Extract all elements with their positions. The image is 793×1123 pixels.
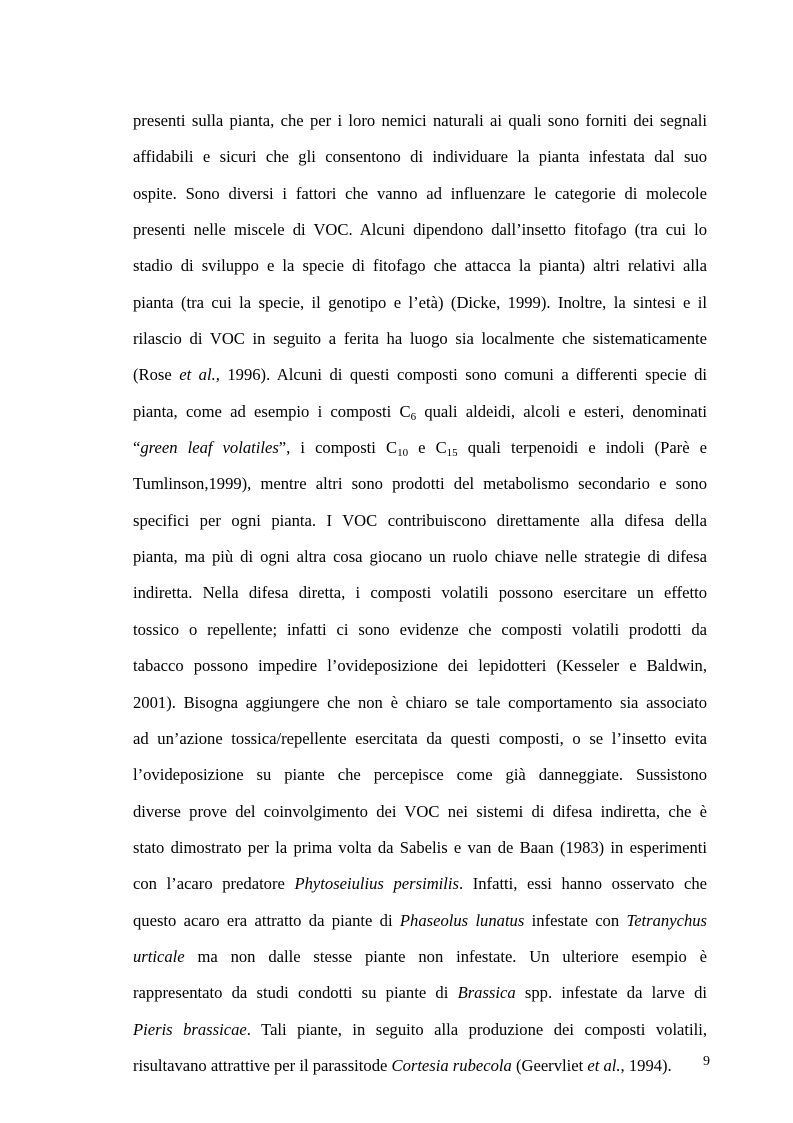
text-line — [133, 255, 707, 276]
text-segment: (Rose — [133, 365, 180, 385]
text-segment: ospite. Sono diversi i fattori che vanno ad influenzare le categorie di molecole — [133, 183, 707, 203]
text-segment: . Tali piante, in seguito alla produzione dei composti volatili, — [246, 1019, 708, 1039]
italic-text: et al. — [587, 1055, 621, 1075]
text-line — [133, 910, 707, 931]
italic-text: urticale — [133, 946, 185, 966]
text-segment: infestate con — [524, 910, 627, 930]
text-line — [133, 764, 707, 785]
text-line — [133, 692, 707, 713]
text-segment: ma non dalle stesse piante non infestate. Un ulteriore esempio è — [184, 946, 707, 966]
italic-text: Phaseolus lunatus — [399, 910, 525, 930]
subscript-text: 15 — [446, 447, 458, 460]
body-paragraph — [133, 110, 707, 1091]
text-segment: indiretta. Nella difesa diretta, i composti volatili possono esercitare un effetto — [133, 583, 707, 603]
text-segment: quali aldeidi, alcoli e esteri, denominati — [416, 401, 707, 421]
italic-text: Brassica — [457, 983, 516, 1003]
text-line — [133, 837, 707, 858]
text-line — [133, 401, 707, 422]
text-segment: con l’acaro predatore — [133, 874, 295, 894]
text-segment: “ — [133, 438, 141, 458]
text-line — [133, 1019, 707, 1040]
text-segment: e C — [408, 438, 447, 458]
italic-text: Pieris brassicae — [133, 1019, 247, 1039]
text-segment: pianta, ma più di ogni altra cosa giocano un ruolo chiave nelle strategie di difesa — [133, 547, 707, 567]
text-segment: quali terpenoidi e indoli (Parè e — [457, 438, 708, 458]
text-segment: rilascio di VOC in seguito a ferita ha luogo sia localmente che sistematicamente — [133, 329, 707, 349]
text-line — [133, 437, 707, 458]
text-line — [133, 582, 707, 603]
text-segment: , 1994). — [620, 1055, 672, 1075]
text-segment: rappresentato da studi condotti su piante di — [133, 983, 458, 1003]
text-segment: diverse prove del coinvolgimento dei VOC nei sistemi di difesa indiretta, che è — [133, 801, 707, 821]
text-segment: (Geervliet — [511, 1055, 588, 1075]
page-number: 9 — [703, 1054, 710, 1069]
text-segment: pianta, come ad esempio i composti C — [133, 401, 411, 421]
subscript-text: 6 — [410, 410, 417, 423]
text-line — [133, 801, 707, 822]
text-line — [133, 219, 707, 240]
text-segment: questo acaro era attratto da piante di — [133, 910, 400, 930]
text-segment: tossico o repellente; infatti ci sono evidenze che composti volatili prodotti da — [133, 619, 707, 639]
italic-text: Phytoseiulius persimilis — [294, 874, 459, 894]
text-segment: tabacco possono impedire l’ovideposizione dei lepidotteri (Kesseler e Baldwin, — [133, 656, 707, 676]
italic-text: Cortesia rubecola — [391, 1055, 512, 1075]
text-segment: presenti nelle miscele di VOC. Alcuni dipendono dall’insetto fitofago (tra cui lo — [133, 220, 707, 240]
text-line — [133, 146, 707, 167]
text-line — [133, 1055, 707, 1076]
text-segment: pianta (tra cui la specie, il genotipo e l’età) (Dicke, 1999). Inoltre, la sintesi e il — [133, 292, 707, 312]
text-segment: specifici per ogni pianta. I VOC contribuiscono direttamente alla difesa della — [133, 510, 707, 530]
text-segment: 1996). Alcuni di questi composti sono comuni a differenti specie di — [219, 365, 707, 385]
text-segment: risultavano attrattive per il parassitode — [133, 1055, 392, 1075]
text-line — [133, 546, 707, 567]
text-segment: stadio di sviluppo e la specie di fitofago che attacca la pianta) altri relativi alla — [133, 256, 707, 276]
text-segment: spp. infestate da larve di — [515, 983, 707, 1003]
text-line — [133, 473, 707, 494]
text-line — [133, 364, 707, 385]
text-line — [133, 328, 707, 349]
text-segment: affidabili e sicuri che gli consentono di individuare la pianta infestata dal suo — [133, 147, 707, 167]
text-line — [133, 873, 707, 894]
text-segment: Tumlinson,1999), mentre altri sono prodotti del metabolismo secondario e sono — [133, 474, 707, 494]
text-line — [133, 183, 707, 204]
text-line — [133, 655, 707, 676]
text-segment: stato dimostrato per la prima volta da Sabelis e van de Baan (1983) in esperimenti — [133, 837, 707, 857]
italic-text: et al., — [179, 365, 220, 385]
italic-text: green leaf volatiles — [140, 438, 279, 458]
text-segment: presenti sulla pianta, che per i loro nemici naturali ai quali sono forniti dei segnali — [133, 111, 707, 130]
text-segment: l’ovideposizione su piante che percepisce come già danneggiate. Sussistono — [133, 765, 707, 785]
text-segment: 2001). Bisogna aggiungere che non è chiaro se tale comportamento sia associato — [133, 692, 707, 712]
text-line — [133, 110, 707, 131]
subscript-text: 10 — [397, 447, 409, 460]
text-line — [133, 619, 707, 640]
text-segment: . Infatti, essi hanno osservato che — [458, 874, 707, 894]
text-line — [133, 728, 707, 749]
text-line — [133, 982, 707, 1003]
italic-text: Tetranychus — [626, 910, 707, 930]
text-line — [133, 510, 707, 531]
text-segment: ”, i composti C — [278, 438, 398, 458]
text-line — [133, 946, 707, 967]
text-segment: ad un’azione tossica/repellente esercitata da questi composti, o se l’insetto evita — [133, 728, 707, 748]
text-line — [133, 292, 707, 313]
